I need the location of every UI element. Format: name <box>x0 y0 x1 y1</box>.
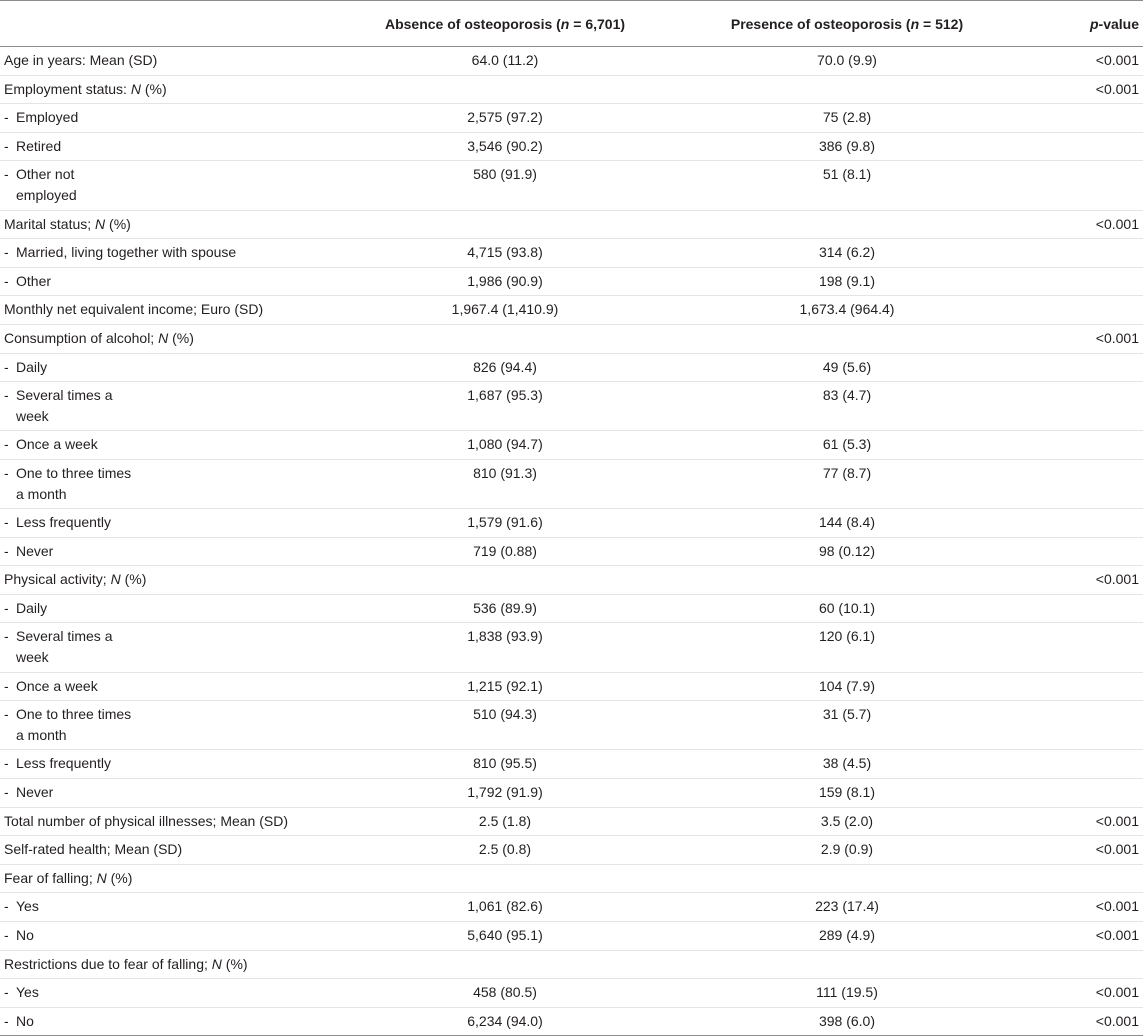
table-row-section <box>0 807 1143 836</box>
cell-p-value <box>1002 431 1143 460</box>
row-sublabel <box>0 353 318 382</box>
list-dash: - <box>4 898 9 915</box>
row-label-suffix: (%) <box>140 80 167 97</box>
row-label-suffix: (%) <box>221 955 248 972</box>
header-presence-n: n <box>910 15 920 32</box>
list-dash: - <box>4 109 9 126</box>
row-sublabel <box>0 1007 318 1036</box>
table-row <box>0 132 1143 161</box>
row-sublabel-text: Yes <box>16 984 39 1001</box>
list-dash: - <box>4 272 9 289</box>
row-sublabel <box>0 382 318 431</box>
row-label-suffix: (%) <box>105 215 131 232</box>
table-row-section <box>0 75 1143 104</box>
cell-p-value <box>1002 864 1143 893</box>
cell-absence-value: 1,215 (92.1) <box>318 672 692 701</box>
cell-absence-value: 4,715 (93.8) <box>318 239 692 268</box>
row-sublabel <box>0 161 318 210</box>
cell-absence-value: 6,234 (94.0) <box>318 1007 692 1036</box>
cell-absence-value: 1,687 (95.3) <box>318 382 692 431</box>
header-absence-n: n <box>560 15 570 32</box>
header-absence-prefix: Absence of osteoporosis ( <box>384 15 561 32</box>
header-presence-of-osteoporosis <box>692 1 1002 47</box>
table-row <box>0 161 1143 210</box>
cell-absence-value: 810 (95.5) <box>318 750 692 779</box>
cell-p-value <box>1002 509 1143 538</box>
row-label-text: Self-rated health; Mean (SD) <box>4 841 183 858</box>
row-label-italic: N <box>211 955 222 972</box>
list-dash: - <box>4 542 9 559</box>
cell-absence-value: 2.5 (0.8) <box>318 836 692 865</box>
cell-absence-value: 810 (91.3) <box>318 459 692 508</box>
cell-absence-value: 1,967.4 (1,410.9) <box>318 296 692 325</box>
row-sublabel <box>0 623 318 672</box>
cell-p-value: <0.001 <box>1002 566 1143 595</box>
header-presence-suffix: = 512) <box>919 15 964 32</box>
row-sublabel <box>0 893 318 922</box>
row-label-suffix: (%) <box>168 329 194 346</box>
cell-p-value <box>1002 672 1143 701</box>
row-label-text: Marital status; <box>4 215 96 232</box>
cell-p-value <box>1002 701 1143 750</box>
cell-presence-value: 198 (9.1) <box>692 267 1002 296</box>
cell-p-value <box>1002 267 1143 296</box>
list-dash: - <box>4 244 9 261</box>
row-label <box>0 75 318 104</box>
cell-presence-value: 314 (6.2) <box>692 239 1002 268</box>
cell-absence-value: 64.0 (11.2) <box>318 47 692 76</box>
cell-p-value <box>1002 537 1143 566</box>
cell-p-value: <0.001 <box>1002 47 1143 76</box>
cell-presence-value: 386 (9.8) <box>692 132 1002 161</box>
row-label <box>0 807 318 836</box>
table-row <box>0 431 1143 460</box>
row-label <box>0 864 318 893</box>
row-sublabel-text: Other not employed <box>16 166 77 203</box>
table-row <box>0 979 1143 1008</box>
table-row <box>0 1007 1143 1036</box>
cell-p-value: <0.001 <box>1002 75 1143 104</box>
table-row-section <box>0 210 1143 239</box>
cell-presence-value: 60 (10.1) <box>692 594 1002 623</box>
cell-presence-value: 98 (0.12) <box>692 537 1002 566</box>
cell-absence-value <box>318 864 692 893</box>
cell-p-value: <0.001 <box>1002 979 1143 1008</box>
row-label-suffix: (%) <box>120 571 147 588</box>
cell-p-value: <0.001 <box>1002 893 1143 922</box>
row-sublabel <box>0 594 318 623</box>
cell-presence-value <box>692 210 1002 239</box>
row-label-italic: N <box>158 329 169 346</box>
row-label <box>0 566 318 595</box>
cell-presence-value: 61 (5.3) <box>692 431 1002 460</box>
cell-absence-value: 1,792 (91.9) <box>318 779 692 808</box>
row-sublabel-text: Several times a week <box>16 628 113 666</box>
table-row <box>0 594 1143 623</box>
cell-presence-value <box>692 864 1002 893</box>
cell-absence-value: 826 (94.4) <box>318 353 692 382</box>
table-row <box>0 267 1143 296</box>
header-variable <box>0 1 318 47</box>
table-row <box>0 922 1143 951</box>
cell-presence-value: 51 (8.1) <box>692 161 1002 210</box>
cell-p-value: <0.001 <box>1002 922 1143 951</box>
header-presence-prefix: Presence of osteoporosis ( <box>730 15 911 32</box>
row-sublabel-text: Never <box>16 784 54 801</box>
cell-absence-value <box>318 566 692 595</box>
table-row <box>0 672 1143 701</box>
cell-p-value: <0.001 <box>1002 1007 1143 1036</box>
list-dash: - <box>4 599 9 616</box>
cell-absence-value: 719 (0.88) <box>318 537 692 566</box>
list-dash: - <box>4 514 9 531</box>
cell-absence-value: 2.5 (1.8) <box>318 807 692 836</box>
cell-p-value <box>1002 132 1143 161</box>
cell-presence-value: 49 (5.6) <box>692 353 1002 382</box>
table-row <box>0 779 1143 808</box>
row-sublabel-text: Once a week <box>16 677 98 694</box>
cell-p-value <box>1002 950 1143 979</box>
row-sublabel <box>0 979 318 1008</box>
row-label-text: Total number of physical illnesses; Mean (SD) <box>4 812 289 829</box>
cell-presence-value <box>692 75 1002 104</box>
header-p-value <box>1002 1 1143 47</box>
cell-presence-value: 2.9 (0.9) <box>692 836 1002 865</box>
cell-absence-value: 3,546 (90.2) <box>318 132 692 161</box>
cell-absence-value: 1,986 (90.9) <box>318 267 692 296</box>
list-dash: - <box>4 166 9 183</box>
cell-p-value <box>1002 594 1143 623</box>
row-sublabel <box>0 672 318 701</box>
row-sublabel <box>0 537 318 566</box>
cell-absence-value: 458 (80.5) <box>318 979 692 1008</box>
row-sublabel <box>0 267 318 296</box>
cell-p-value <box>1002 623 1143 672</box>
row-label-text: Age in years: Mean (SD) <box>4 52 158 68</box>
cell-p-value <box>1002 296 1143 325</box>
cell-absence-value <box>318 75 692 104</box>
cell-presence-value: 75 (2.8) <box>692 104 1002 133</box>
row-label <box>0 296 318 325</box>
table-row <box>0 459 1143 508</box>
header-absence-of-osteoporosis <box>318 1 692 47</box>
row-sublabel-text: Several times a week <box>16 387 113 424</box>
cell-p-value: <0.001 <box>1002 324 1143 353</box>
table-row <box>0 239 1143 268</box>
cell-p-value: <0.001 <box>1002 807 1143 836</box>
list-dash: - <box>4 927 9 943</box>
cell-p-value <box>1002 382 1143 431</box>
row-sublabel <box>0 459 318 508</box>
row-label <box>0 47 318 76</box>
row-label <box>0 324 318 353</box>
row-sublabel-text: Less frequently <box>16 755 111 772</box>
row-sublabel-text: No <box>16 1012 34 1029</box>
row-label-text: Fear of falling; <box>4 869 97 886</box>
row-sublabel <box>0 701 318 750</box>
list-dash: - <box>4 358 9 375</box>
cell-presence-value: 38 (4.5) <box>692 750 1002 779</box>
cell-absence-value: 1,579 (91.6) <box>318 509 692 538</box>
row-label-italic: N <box>96 869 107 886</box>
cell-absence-value <box>318 210 692 239</box>
cell-p-value <box>1002 104 1143 133</box>
table-row <box>0 750 1143 779</box>
row-label <box>0 836 318 865</box>
row-sublabel-text: Daily <box>16 599 48 616</box>
cell-p-value <box>1002 750 1143 779</box>
row-label-italic: N <box>110 571 121 588</box>
cell-absence-value <box>318 950 692 979</box>
cell-absence-value: 580 (91.9) <box>318 161 692 210</box>
row-sublabel-text: Other <box>16 272 52 289</box>
cell-p-value <box>1002 161 1143 210</box>
cell-presence-value: 70.0 (9.9) <box>692 47 1002 76</box>
table-row <box>0 893 1143 922</box>
row-sublabel-text: No <box>16 927 34 943</box>
list-dash: - <box>4 628 9 645</box>
cell-presence-value <box>692 566 1002 595</box>
row-sublabel-text: One to three times a month <box>16 706 132 743</box>
table-row-section <box>0 566 1143 595</box>
cell-absence-value: 1,061 (82.6) <box>318 893 692 922</box>
cell-p-value <box>1002 239 1143 268</box>
cell-presence-value: 223 (17.4) <box>692 893 1002 922</box>
cell-presence-value: 398 (6.0) <box>692 1007 1002 1036</box>
row-label-italic: N <box>95 215 106 232</box>
cell-absence-value: 1,838 (93.9) <box>318 623 692 672</box>
list-dash: - <box>4 1012 9 1029</box>
cell-absence-value: 510 (94.3) <box>318 701 692 750</box>
row-sublabel <box>0 132 318 161</box>
header-absence-suffix: = 6,701) <box>569 15 626 32</box>
table-row <box>0 701 1143 750</box>
row-sublabel-text: Less frequently <box>16 514 111 531</box>
table-row <box>0 623 1143 672</box>
cell-absence-value: 536 (89.9) <box>318 594 692 623</box>
cell-presence-value: 111 (19.5) <box>692 979 1002 1008</box>
list-dash: - <box>4 984 9 1001</box>
table-header-row <box>0 1 1143 47</box>
list-dash: - <box>4 784 9 801</box>
table-row-section <box>0 296 1143 325</box>
row-sublabel <box>0 922 318 951</box>
row-sublabel-text: Retired <box>16 137 62 154</box>
row-sublabel <box>0 239 318 268</box>
row-label-text: Consumption of alcohol; <box>4 329 159 346</box>
cell-presence-value: 83 (4.7) <box>692 382 1002 431</box>
table-row <box>0 353 1143 382</box>
cell-p-value: <0.001 <box>1002 210 1143 239</box>
row-sublabel-text: Yes <box>16 898 39 915</box>
table-row-section <box>0 864 1143 893</box>
row-sublabel-text: Never <box>16 542 54 559</box>
row-label-suffix: (%) <box>106 869 133 886</box>
row-sublabel <box>0 509 318 538</box>
table-row <box>0 104 1143 133</box>
table-row-section <box>0 950 1143 979</box>
table-row <box>0 382 1143 431</box>
cell-p-value <box>1002 459 1143 508</box>
list-dash: - <box>4 755 9 772</box>
table-body <box>0 47 1143 1036</box>
list-dash: - <box>4 137 9 154</box>
cell-absence-value: 5,640 (95.1) <box>318 922 692 951</box>
header-p-suffix: -value <box>1098 15 1139 32</box>
cell-p-value <box>1002 353 1143 382</box>
cell-presence-value: 159 (8.1) <box>692 779 1002 808</box>
row-sublabel <box>0 750 318 779</box>
table-row-section <box>0 47 1143 76</box>
row-sublabel-text: Once a week <box>16 436 98 453</box>
row-sublabel-text: Married, living together with spouse <box>16 244 237 261</box>
list-dash: - <box>4 706 9 723</box>
cell-presence-value: 31 (5.7) <box>692 701 1002 750</box>
row-sublabel-text: One to three times a month <box>16 464 132 502</box>
cell-presence-value <box>692 324 1002 353</box>
cell-absence-value: 1,080 (94.7) <box>318 431 692 460</box>
cell-p-value <box>1002 779 1143 808</box>
row-label <box>0 950 318 979</box>
row-label-italic: N <box>130 80 141 97</box>
cell-presence-value: 144 (8.4) <box>692 509 1002 538</box>
cell-presence-value: 1,673.4 (964.4) <box>692 296 1002 325</box>
cell-presence-value: 120 (6.1) <box>692 623 1002 672</box>
cell-absence-value: 2,575 (97.2) <box>318 104 692 133</box>
row-label <box>0 210 318 239</box>
cell-presence-value: 77 (8.7) <box>692 459 1002 508</box>
row-sublabel <box>0 431 318 460</box>
list-dash: - <box>4 387 9 404</box>
table-row-section <box>0 836 1143 865</box>
row-sublabel <box>0 104 318 133</box>
cell-presence-value: 104 (7.9) <box>692 672 1002 701</box>
cell-p-value: <0.001 <box>1002 836 1143 865</box>
row-sublabel <box>0 779 318 808</box>
table-row <box>0 537 1143 566</box>
table-row <box>0 509 1143 538</box>
row-label-text: Monthly net equivalent income; Euro (SD) <box>4 301 264 318</box>
row-sublabel-text: Daily <box>16 358 48 375</box>
list-dash: - <box>4 464 9 481</box>
row-sublabel-text: Employed <box>16 109 79 126</box>
table-row-section <box>0 324 1143 353</box>
header-p-italic: p <box>1089 15 1099 32</box>
cell-presence-value: 289 (4.9) <box>692 922 1002 951</box>
cell-presence-value: 3.5 (2.0) <box>692 807 1002 836</box>
row-label-text: Restrictions due to fear of falling; <box>4 955 212 972</box>
cell-presence-value <box>692 950 1002 979</box>
list-dash: - <box>4 436 9 453</box>
row-label-text: Employment status: <box>4 80 131 97</box>
list-dash: - <box>4 677 9 694</box>
cell-absence-value <box>318 324 692 353</box>
row-label-text: Physical activity; <box>4 571 111 588</box>
